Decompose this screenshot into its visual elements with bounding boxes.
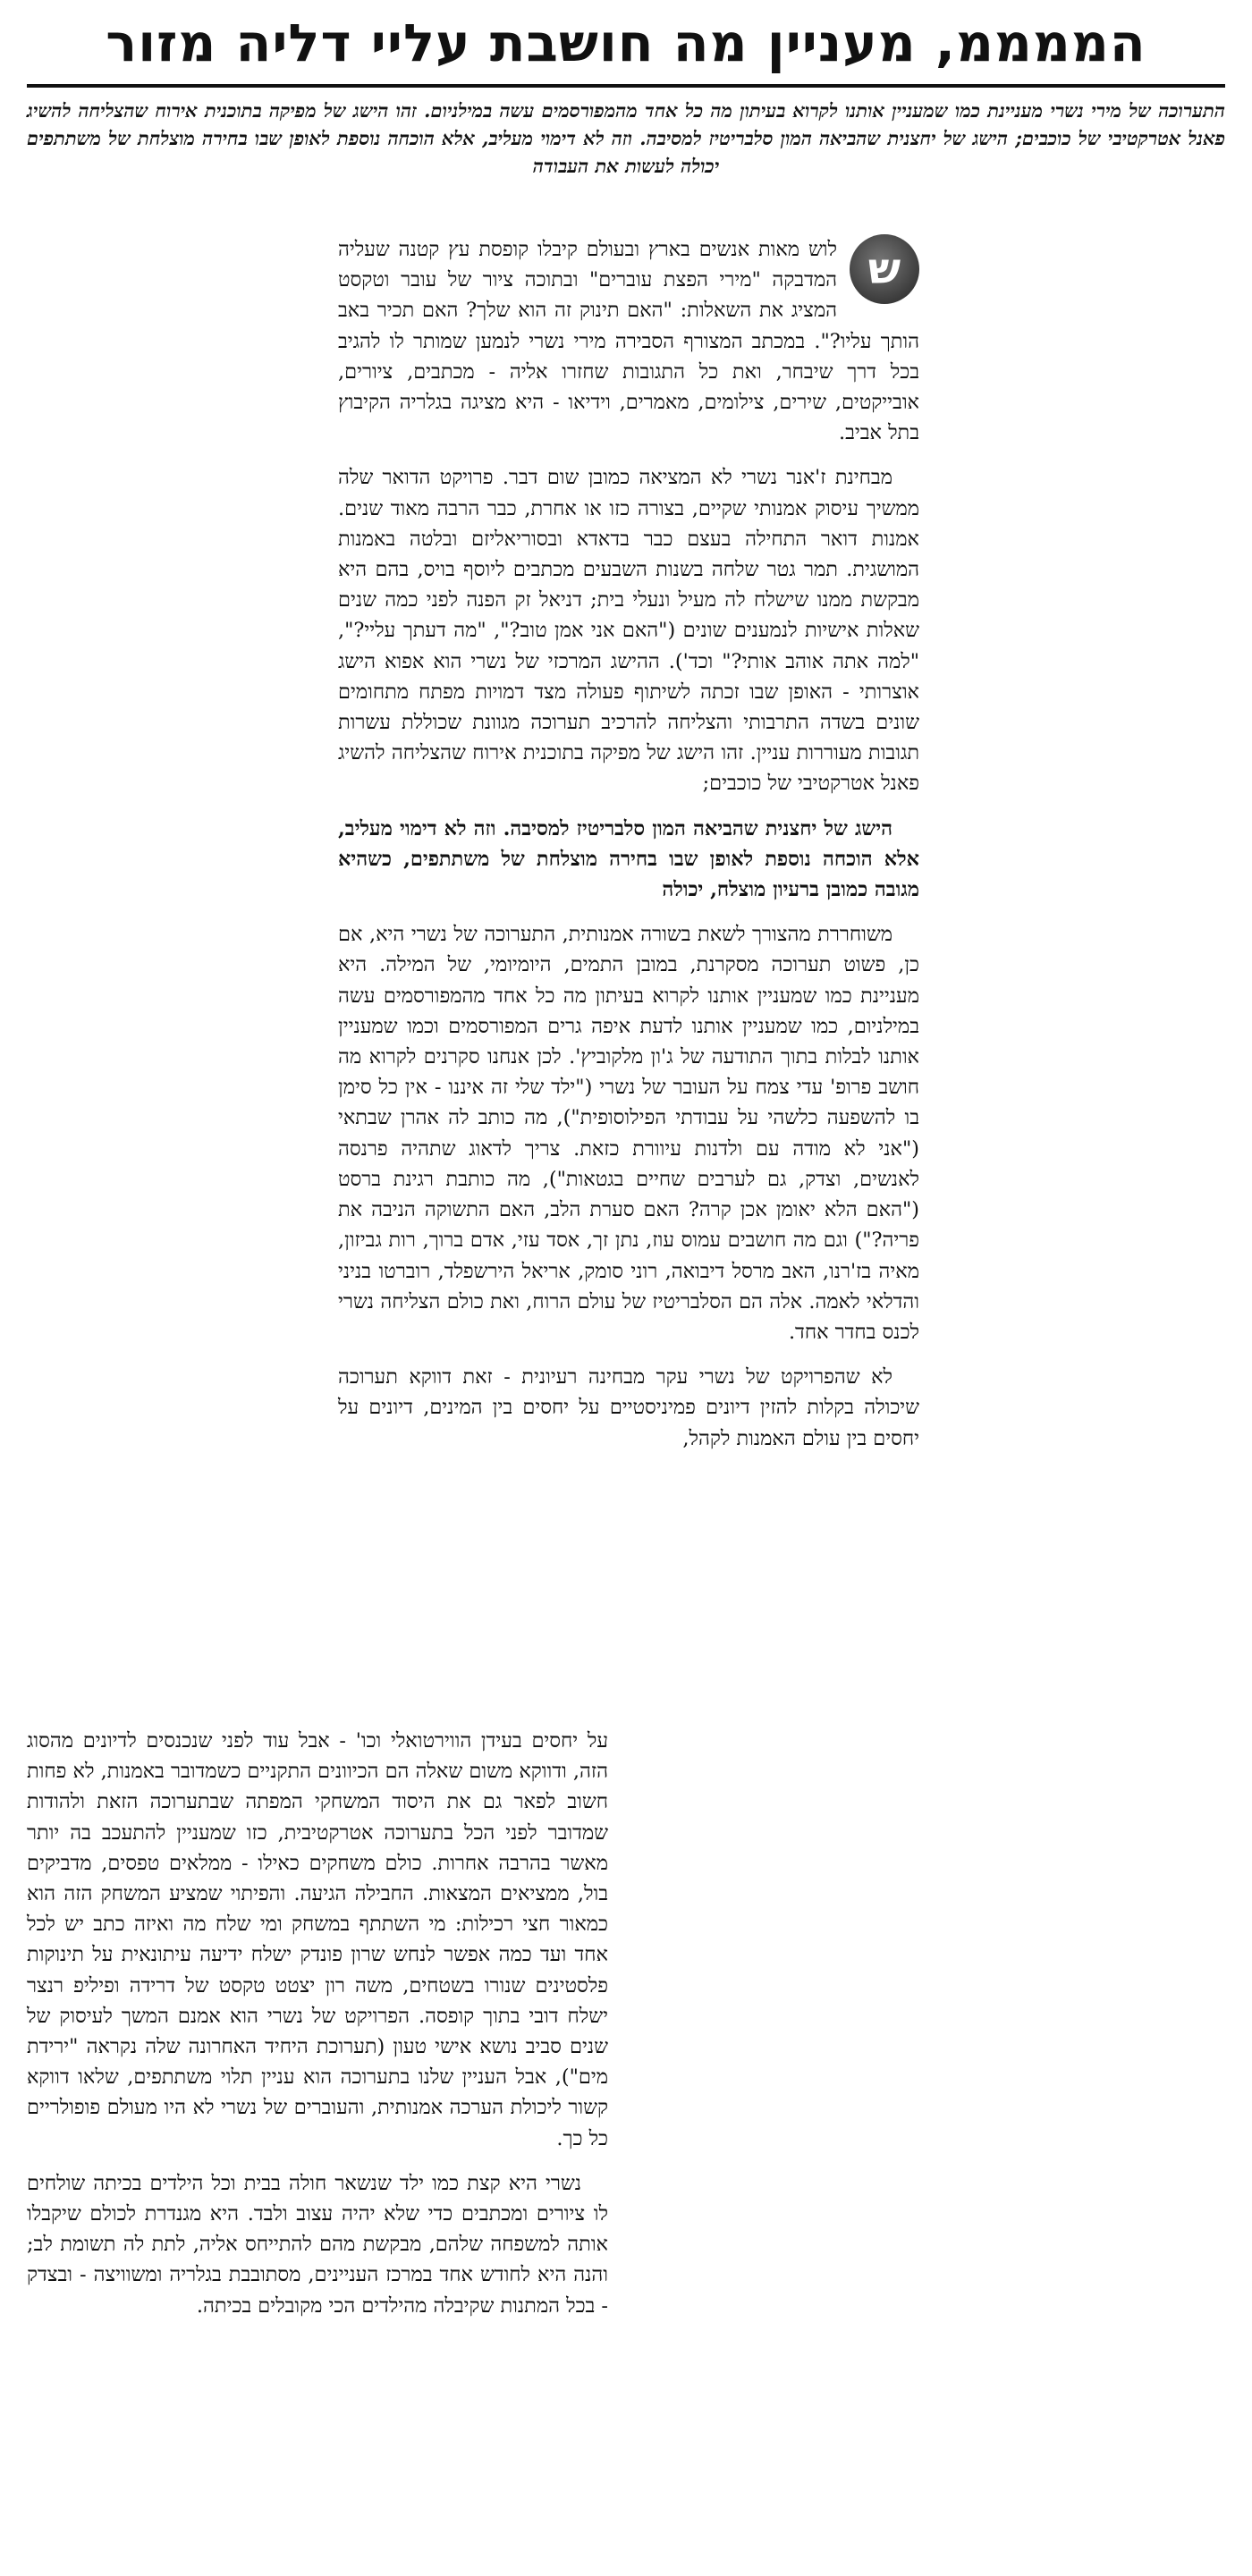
subheading: התערוכה של מירי נשרי מעניינת כמו שמעניין אותנו לקרוא בעיתון מה כל אחד מהמפורסמים עשה במילניום. זהו הישג של מפיקה בתוכנית אירוח שהצליחה להשיג פאנל אטרקטיבי של כוכבים; הישג של יחצנית שהביאה המון סלבריטיז למסיבה. וזה לא דימוי מעליב, אלא הוכחה נוספת לאופן שבו בחירה מוצלחת של משתתפים יכולה לעשות את העבודה <box>27 99 1225 177</box>
article-paragraph: נשרי היא קצת כמו ילד שנשאר חולה בבית וכל הילדים בכיתה שולחים לו ציורים ומכתבים כדי שלא יהיה עצוב ולבד. היא מגנדרת לכולם שיקבלו אותה למשפחה שלהם, מבקשת מהם להתייחס אליה, לתת לה תשומת לב; והנה היא לחודש אחד במרכז העניינים, מסתובבת בגלריה ומשוויצה - ובצדק - בכל המתנות שקיבלה מהילדים הכי מקובלים בכיתה. <box>27 2171 608 2318</box>
article-paragraph: לא שהפרויקט של נשרי עקר מבחינה רעיונית - זאת דווקא תערוכה שיכולה בקלות להזין דיונים פמיניסטיים על יחסים בין המינים, דיונים על יחסים בין עולם האמנות לקהל, <box>338 1365 919 1450</box>
headline: הממממ, מעניין מה חושבת עליי דליה מזור <box>106 13 1146 73</box>
paragraph-text: לוש מאות אנשים בארץ ובעולם קיבלו קופסת עץ קטנה שעליה המדבקה "מירי הפצת עוברים" ובתוכה ציור של עובר וטקסט המציג את השאלות: "האם תינוק זה הוא שלך? האם תכיר באב הותך עליו?". במכתב המצורף הסבירה מירי נשרי לנמען שמותר לו להגיב בכל דרך שיבחר, ואת כל התגובות שחזרו אליה - מכתבים, ציורים, אובייקטים, שירים, צילומים, מאמרים, וידיאו - היא מציגה בגלריה הקיבוץ בתל אביב. <box>338 238 919 445</box>
article-paragraph: מבחינת ז'אנר נשרי לא המציאה כמובן שום דבר. פרויקט הדואר שלה ממשיך עיסוק אמנותי שקיים, בצורה כזו או אחרת, כבר הרבה מאוד שנים. אמנות דואר התחילה בעצם כבר בדאדא ובסוריאליזם ובלטה באמנות המושגית. תמר גטר שלחה בשנות השבעים מכתבים ליוסף בויס, בהם היא מבקשת ממנו שישלח לה מעיל ונעלי בית; דניאל זק הפנה לפני כמה שנים שאלות אישיות לנמענים שונים ("האם אני אמן טוב?", "מה דעתך עליי?", "למה אתה אוהב אותי?" וכד'). ההישג המרכזי של נשרי הוא אפוא הישג אוצרותי - האופן שבו זכתה לשיתוף פעולה מצד דמויות מפתח מתחומים שונים בשדה התרבותי והצליחה להרכיב תערוכה מגוונת שכוללת עשרות תגובות מעוררות עניין. זהו הישג של מפיקה בתוכנית אירוח שהצליחה להשיג פאנל אטרקטיבי של כוכבים; <box>338 466 919 796</box>
article-paragraph <box>338 234 919 448</box>
drop-cap: ש <box>850 234 919 304</box>
article-paragraph: על יחסים בעידן הווירטואלי וכו' - אבל עוד לפני שנכנסים לדיונים מהסוג הזה, ודווקא משום שאלה הם הכיוונים התקניים כשמדובר באמנות, לא פחות חשוב לפאר גם את היסוד המשחקי המפתה שבתערוכה הזאת ולהודות שמדובר לפני הכל בתערוכה אטרקטיבית, כזו שמעניין להתעכב בה יותר מאשר בהרבה אחרות. כולם משחקים כאילו - ממלאים טפסים, מדביקים בול, ממציאים המצאות. החבילה הגיעה. והפיתוי שמציע המשחק הזה הוא כמאור חצי רכילות: מי השתתף במשחק ומי שלח מה ואיזה כתב יש לכל אחד ועד כמה אפשר לנחש שרון פונדק ישלח ידיעה עיתונאית על תינוקות פלסטינים שנורו בשטחים, משה רון יצטט טקסט של דרידה ופיליפ רנצר ישלח דובי בתוך קופסה. הפרויקט של נשרי הוא אמנם המשך לעיסוק של שנים סביב נושא אישי טעון (תערוכת היחיד האחרונה שלה נקראה "ירידת מים"), אבל העניין שלנו בתערוכה הוא עניין תלוי משתתפים, שלאו דווקא קשור ליכולת הערכה אמנותית, והעוברים של נשרי לא היו מעולם פופולריים כל כך. <box>27 1729 608 2150</box>
article-paragraph: משוחררת מהצורך לשאת בשורה אמנותית, התערוכה של נשרי היא, אם כן, פשוט תערוכה מסקרנת, במובן התמים, היומיומי, של המילה. היא מעניינת כמו שמעניין אותנו לקרוא בעיתון מה כל אחד מהמפורסמים עשה במילניום, כמו שמעניין אותנו לדעת איפה גרים המפורסמים וכמו שמעניין אותנו לבלות בתוך התודעה של ג'ון מלקוביץ'. לכן אנחנו סקרנים לקרוא מה חושב פרופ' עדי צמח על העובר של נשרי ("ילד שלי זה איננו - אין כל סימן בו להשפעה כלשהי על עבודתי הפילוסופית"), מה כותב לה אהרן שבתאי ("אני לא מודה עם ולדנות עיוורת כזאת. צריך לדאוג שתהיה פרנסה לאנשים, וצדק, גם לערבים שחיים בגטאות"), מה כותבת רגינת ברסט ("האם הלא יאומן אכן קרה? האם סערת הלב, האם התשוקה הניבה את פריה?") וגם מה חושבים עמוס עוז, נתן זך, אסד עזי, אדם ברוך, רות גביזון, מאיה בז'רנו, האב מרסל דיבואה, רוני סומק, אריאל הירשפלד, רוברטו בניני והדלאי לאמה. אלה הם הסלבריטיז של עולם הרוח, ואת כולם הצליחה נשרי לכנס בחדר אחד. <box>338 923 919 1344</box>
article-paragraph-bold: הישג של יחצנית שהביאה המון סלבריטיז למסיבה. וזה לא דימוי מעליב, אלא הוכחה נוספת לאופן שבו בחירה מוצלחת של משתתפים, כשהיא מגובה כמובן ברעיון מוצלח, יכולה <box>338 816 919 902</box>
headline-rule <box>27 84 1225 88</box>
article-column-bottom <box>27 1726 608 2558</box>
